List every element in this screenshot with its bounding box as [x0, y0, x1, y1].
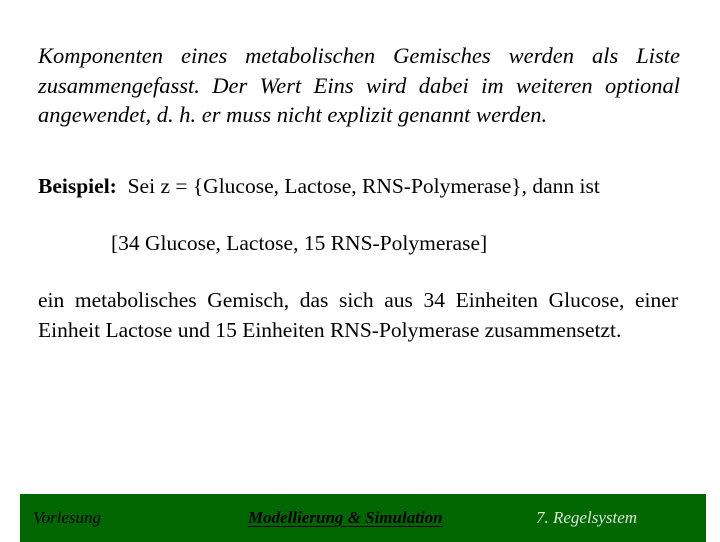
formula-line: [34 Glucose, Lactose, 15 RNS-Polymerase] — [111, 231, 488, 255]
example-label: Beispiel: — [38, 174, 117, 198]
footer-lecture-label: Vorlesung — [33, 508, 101, 527]
footer-course-title: Modellierung & Simulation — [248, 508, 443, 527]
intro-paragraph: Komponenten eines metabolischen Gemisches werden als Liste zusammengefasst. Der Wert Eins wird dabei im weiteren optional angewendet, d. h. er muss nicht explizit genannt werden. — [38, 43, 680, 127]
example-text: Sei z = {Glucose, Lactose, RNS-Polymerase}, dann ist — [127, 174, 600, 198]
example-line — [38, 172, 698, 200]
footer-bar — [20, 494, 706, 542]
explanation-paragraph: ein metabolisches Gemisch, das sich aus 34 Einheiten Glucose, einer Einheit Lactose und 15 Einheiten RNS-Polymerase zusammensetzt. — [38, 288, 678, 342]
footer-chapter-label: 7. Regelsystem — [536, 508, 638, 527]
